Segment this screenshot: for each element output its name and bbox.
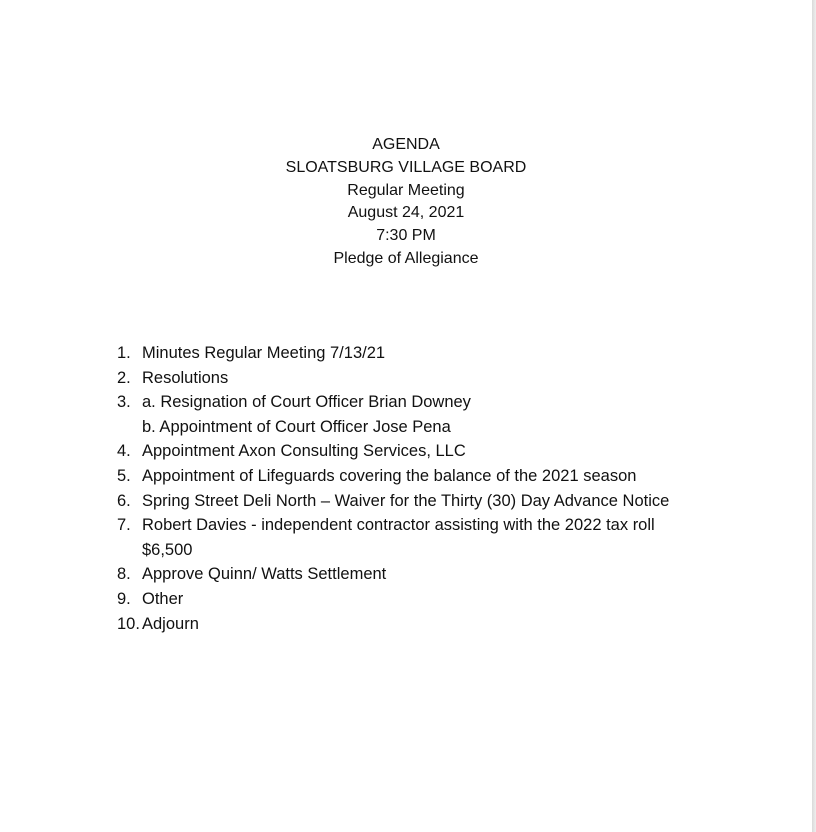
agenda-item-6 [117,489,757,514]
item-text: Spring Street Deli North – Waiver for the Thirty (30) Day Advance Notice [142,491,670,510]
item-text: Other [142,589,184,608]
item-text: Adjourn [142,614,199,633]
item-text: Appointment of Lifeguards covering the balance of the 2021 season [142,466,637,485]
item-number: 8. [117,565,131,584]
item-number: 2. [117,368,131,387]
agenda-item-9 [117,587,757,612]
agenda-item-2 [117,366,757,391]
item-number: 5. [117,466,131,485]
agenda-item-1 [117,341,757,366]
page-edge-shadow [812,0,816,832]
item-number: 10. [117,614,140,633]
item-number: 6. [117,491,131,510]
agenda-item-5 [117,464,757,489]
agenda-item-10 [117,612,757,637]
item-text: Appointment Axon Consulting Services, LLC [142,442,466,461]
agenda-item-3 [117,390,757,415]
agenda-item-8 [117,562,757,587]
meeting-date: August 24, 2021 [347,204,465,222]
agenda-header [0,134,812,271]
item-text: Minutes Regular Meeting 7/13/21 [142,344,386,362]
item-text: Robert Davies - independent contractor assisting with the 2022 tax roll [142,516,655,535]
agenda-item-3-continuation: b. Appointment of Court Officer Jose Pena [142,417,451,436]
item-text: a. Resignation of Court Officer Brian Downey [142,393,471,412]
agenda-item-4 [117,439,757,464]
item-number: 1. [117,344,131,362]
meeting-type: Regular Meeting [347,181,465,199]
item-text: Resolutions [142,368,229,387]
item-number: 3. [117,393,131,412]
opening-ceremony: Pledge of Allegiance [333,249,479,267]
item-number: 9. [117,589,131,608]
organization-name: SLOATSBURG VILLAGE BOARD [285,158,527,176]
meeting-time: 7:30 PM [376,227,436,245]
agenda-item-7 [117,513,757,538]
item-number: 4. [117,442,131,461]
agenda-title: AGENDA [372,136,440,153]
agenda-item-7-continuation: $6,500 [142,540,193,559]
item-number: 7. [117,516,131,535]
item-text: Approve Quinn/ Watts Settlement [142,565,387,584]
agenda-list [117,341,757,636]
